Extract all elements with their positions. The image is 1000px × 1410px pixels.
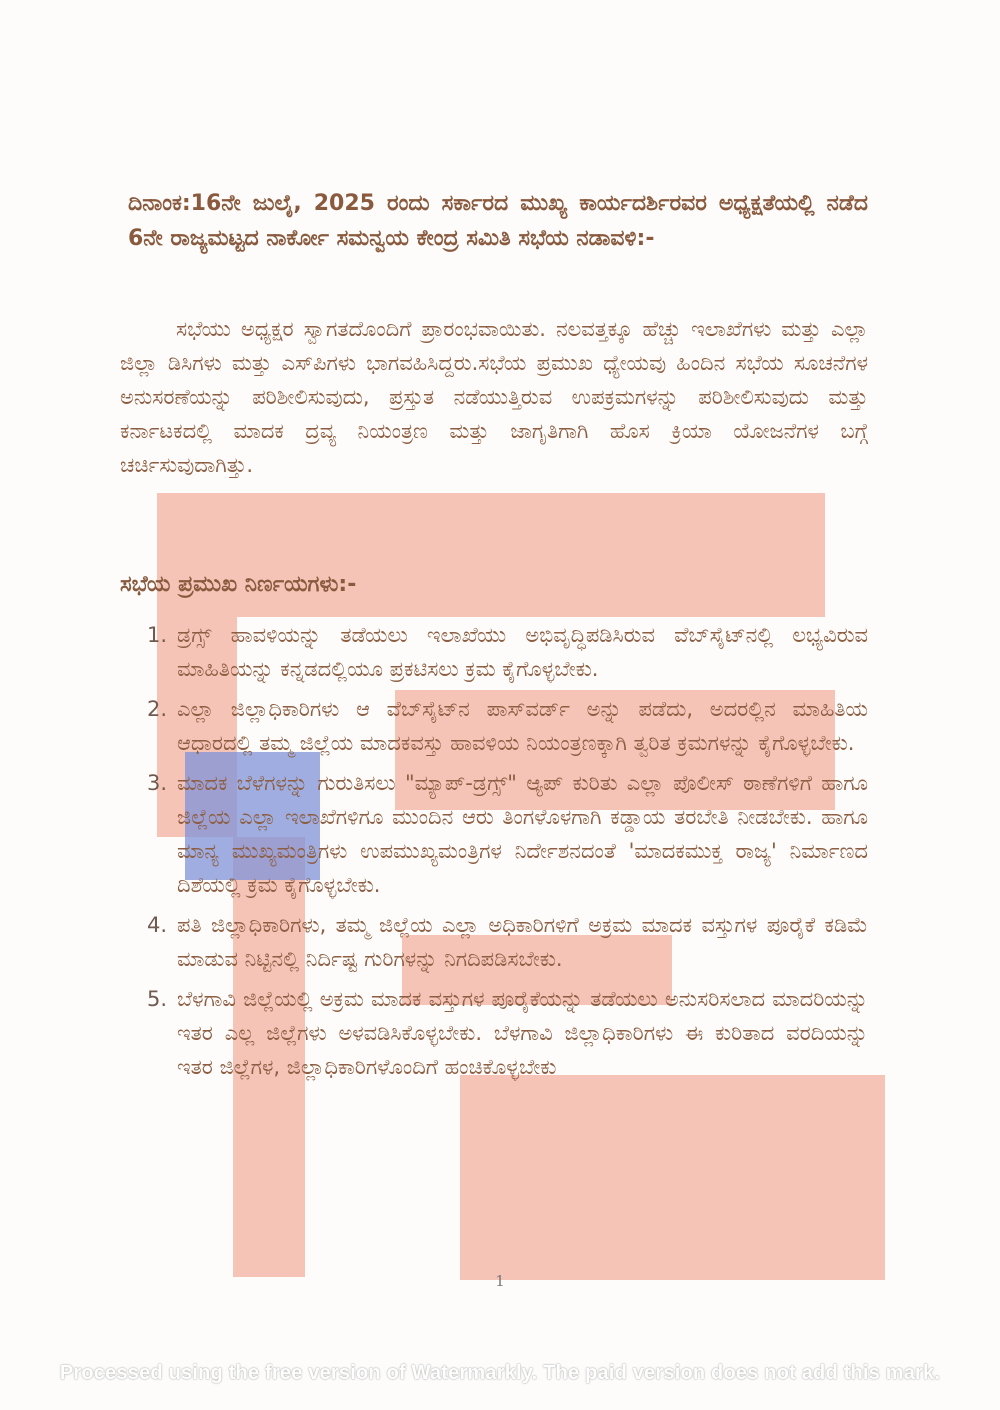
decision-number: 1. [147,623,168,647]
decision-text: ಪತಿ ಜಿಲ್ಲಾಧಿಕಾರಿಗಳು, ತಮ್ಮ ಜಿಲ್ಲೆಯ ಎಲ್ಲಾ ಅಧಿಕಾರಿಗಳಿಗೆ ಅಕ್ರಮ ಮಾದಕ ವಸ್ತುಗಳ ಪೂರೈಕೆ ಕಡಿಮೆ ಮಾಡುವ ನಿಟ್ಟಿನಲ್ಲಿ ನಿರ್ದಿಷ್ಟ ಗುರಿಗಳನ್ನು ನಿಗದಿಪಡಿಸಬೇಕು. [177,913,868,971]
document-heading: ದಿನಾಂಕ:16ನೇ ಜುಲೈ, 2025 ರಂದು ಸರ್ಕಾರದ ಮುಖ್ಯ ಕಾರ್ಯದರ್ಶಿರವರ ಅಧ್ಯಕ್ಷತೆಯಲ್ಲಿ ನಡೆದ 6ನೇ ರಾಜ್ಯಮಟ್ಟದ ನಾರ್ಕೋ ಸಮನ್ವಯ ಕೇಂದ್ರ ಸಮಿತಿ ಸಭೆಯ ನಡಾವಳಿ:- [128,191,868,251]
decision-number: 5. [147,987,168,1011]
decision-number: 4. [147,913,168,937]
page-number: 1 [495,1272,505,1290]
decision-item [147,618,868,686]
decision-text: ಡ್ರಗ್ಸ್ ಹಾವಳಿಯನ್ನು ತಡೆಯಲು ಇಲಾಖೆಯು ಅಭಿವೃದ್ಧಿಪಡಿಸಿರುವ ವೆಬ್‌ಸೈಟ್‌ನಲ್ಲಿ ಲಭ್ಯವಿರುವ ಮಾಹಿತಿಯನ್ನು ಕನ್ನಡದಲ್ಲಿಯೂ ಪ್ರಕಟಿಸಲು ಕ್ರಮ ಕೈಗೊಳ್ಳಬೇಕು. [177,623,868,681]
decision-text: ಬೆಳಗಾವಿ ಜಿಲ್ಲೆಯಲ್ಲಿ ಅಕ್ರಮ ಮಾದಕ ವಸ್ತುಗಳ ಪೂರೈಕೆಯನ್ನು ತಡೆಯಲು ಅನುಸರಿಸಲಾದ ಮಾದರಿಯನ್ನು ಇತರ ಎಲ್ಲ ಜಿಲ್ಲೆಗಳು ಅಳವಡಿಸಿಕೊಳ್ಳಬೇಕು. ಬೆಳಗಾವಿ ಜಿಲ್ಲಾಧಿಕಾರಿಗಳು ಈ ಕುರಿತಾದ ವರದಿಯನ್ನು ಇತರ ಜಿಲ್ಲೆಗಳ, ಜಿಲ್ಲಾಧಿಕಾರಿಗಳೊಂದಿಗೆ ಹಂಚಿಕೊಳ್ಳಬೇಕು [177,987,868,1079]
decision-item [147,692,868,760]
decisions-list [147,618,868,1090]
decision-text: ಮಾದಕ ಬೆಳೆಗಳನ್ನು ಗುರುತಿಸಲು "ಮ್ಯಾಪ್-ಡ್ರಗ್ಸ್" ಆ್ಯಪ್ ಕುರಿತು ಎಲ್ಲಾ ಪೊಲೀಸ್ ಠಾಣೆಗಳಿಗೆ ಹಾಗೂ ಜಿಲ್ಲೆಯ ಎಲ್ಲಾ ಇಲಾಖೆಗಳಿಗೂ ಮುಂದಿನ ಆರು ತಿಂಗಳೊಳಗಾಗಿ ಕಡ್ಡಾಯ ತರಬೇತಿ ನೀಡಬೇಕು. ಹಾಗೂ ಮಾನ್ಯ ಮುಖ್ಯಮಂತ್ರಿಗಳು ಉಪಮುಖ್ಯಮಂತ್ರಿಗಳ ನಿರ್ದೇಶನದಂತೆ 'ಮಾದಕಮುಕ್ತ ರಾಜ್ಯ' ನಿರ್ಮಾಣದ ದಿಶೆಯಲ್ಲಿ ಕ್ರಮ ಕೈಗೊಳ್ಳಬೇಕು. [177,771,868,897]
decision-number: 2. [147,697,168,721]
decision-number: 3. [147,771,168,795]
decision-item [147,908,868,976]
decision-item [147,982,868,1084]
intro-paragraph: ಸಭೆಯು ಅಧ್ಯಕ್ಷರ ಸ್ವಾಗತದೊಂದಿಗೆ ಪ್ರಾರಂಭವಾಯಿತು. ನಲವತ್ತಕ್ಕೂ ಹೆಚ್ಚು ಇಲಾಖೆಗಳು ಮತ್ತು ಎಲ್ಲಾ ಜಿಲ್ಲಾ ಡಿಸಿಗಳು ಮತ್ತು ಎಸ್‌ಪಿಗಳು ಭಾಗವಹಿಸಿದ್ದರು.ಸಭೆಯ ಪ್ರಮುಖ ಧ್ಯೇಯವು ಹಿಂದಿನ ಸಭೆಯ ಸೂಚನೆಗಳ ಅನುಸರಣೆಯನ್ನು ಪರಿಶೀಲಿಸುವುದು, ಪ್ರಸ್ತುತ ನಡೆಯುತ್ತಿರುವ ಉಪಕ್ರಮಗಳನ್ನು ಪರಿಶೀಲಿಸುವುದು ಮತ್ತು ಕರ್ನಾಟಕದಲ್ಲಿ ಮಾದಕ ದ್ರವ್ಯ ನಿಯಂತ್ರಣ ಮತ್ತು ಜಾಗೃತಿಗಾಗಿ ಹೊಸ ಕ್ರಿಯಾ ಯೋಜನೆಗಳ ಬಗ್ಗೆ ಚರ್ಚಿಸುವುದಾಗಿತ್ತು. [120,317,868,477]
watermark-footer-text: Processed using the free version of Watermarkly. The paid version does not add this mark. [59,1362,941,1384]
decision-text: ಎಲ್ಲಾ ಜಿಲ್ಲಾಧಿಕಾರಿಗಳು ಆ ವೆಬ್‌ಸೈಟ್‌ನ ಪಾಸ್‌ವರ್ಡ್ ಅನ್ನು ಪಡೆದು, ಅದರಲ್ಲಿನ ಮಾಹಿತಿಯ ಆಧಾರದಲ್ಲಿ ತಮ್ಮ ಜಿಲ್ಲೆಯ ಮಾದಕವಸ್ತು ಹಾವಳಿಯ ನಿಯಂತ್ರಣಕ್ಕಾಗಿ ತ್ವರಿತ ಕ್ರಮಗಳನ್ನು ಕೈಗೊಳ್ಳಬೇಕು. [177,697,868,755]
decisions-heading: ಸಭೆಯ ಪ್ರಮುಖ ನಿರ್ಣಯಗಳು:- [120,572,357,597]
decision-item [147,766,868,902]
